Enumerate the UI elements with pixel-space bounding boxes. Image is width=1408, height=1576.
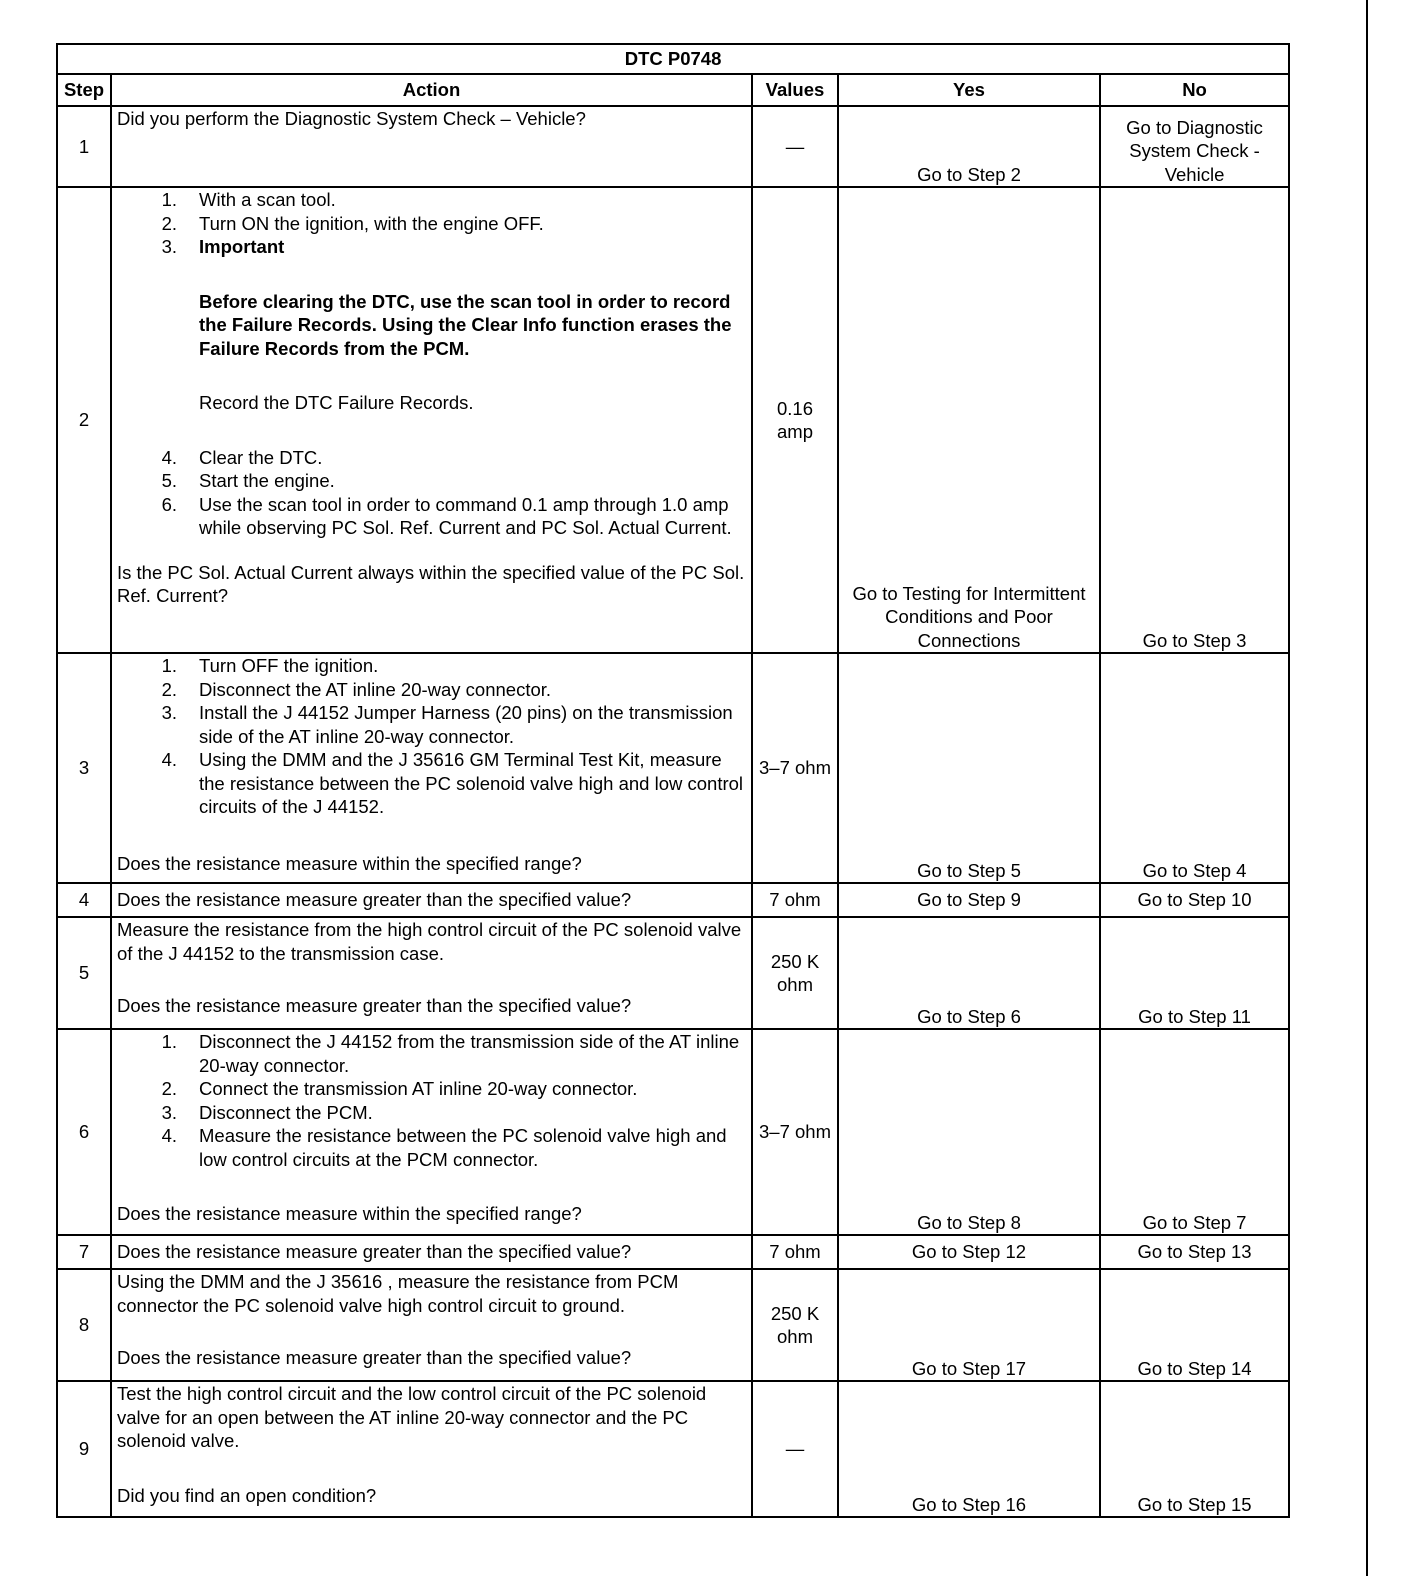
table-title: DTC P0748 xyxy=(57,44,1289,74)
item-text: Connect the transmission AT inline 20-way connector. xyxy=(199,1078,638,1099)
no-cell: Go to Step 4 xyxy=(1100,653,1289,883)
value-cell: 7 ohm xyxy=(752,883,838,917)
no-cell: Go to Step 15 xyxy=(1100,1381,1289,1517)
list-item xyxy=(117,1124,746,1171)
item-number: 2. xyxy=(161,678,177,700)
title-row xyxy=(57,44,1289,74)
no-cell: Go to Step 13 xyxy=(1100,1235,1289,1269)
list-item xyxy=(117,212,746,236)
list-item xyxy=(117,678,746,702)
item-number: 2. xyxy=(161,1078,177,1099)
table-row xyxy=(57,106,1289,187)
page-edge-rule xyxy=(1366,0,1368,1576)
action-list xyxy=(117,654,746,819)
table-row xyxy=(57,1269,1289,1381)
action-question: Does the resistance measure greater than the specified value? xyxy=(111,883,752,917)
item-text: Using the DMM and the J 35616 GM Terminal Test Kit, measure the resistance between the PC solenoid valve high and low control circuits of the J 44152. xyxy=(199,749,744,817)
no-cell: Go to Step 11 xyxy=(1100,917,1289,1029)
yes-cell: Go to Step 5 xyxy=(838,653,1100,883)
action-question: Does the resistance measure greater than the specified value? xyxy=(111,1235,752,1269)
header-action: Action xyxy=(111,74,752,106)
no-cell: Go to Step 3 xyxy=(1100,187,1289,653)
step-number: 9 xyxy=(57,1381,111,1517)
list-item xyxy=(117,748,746,819)
yes-cell: Go to Step 17 xyxy=(838,1269,1100,1381)
yes-cell: Go to Step 8 xyxy=(838,1029,1100,1235)
no-cell: Go to Step 7 xyxy=(1100,1029,1289,1235)
step-number: 4 xyxy=(57,883,111,917)
list-item xyxy=(117,701,746,748)
list-item xyxy=(117,1101,746,1125)
value-cell: 3–7 ohm xyxy=(752,653,838,883)
step-number: 2 xyxy=(57,187,111,653)
item-text: With a scan tool. xyxy=(199,189,336,210)
value-cell: 250 K ohm xyxy=(752,917,838,1029)
list-item xyxy=(117,188,746,212)
step-number: 8 xyxy=(57,1269,111,1381)
item-text: Disconnect the PCM. xyxy=(199,1101,373,1123)
item-number: 2. xyxy=(161,212,177,234)
value-cell: — xyxy=(752,1381,838,1517)
table-row xyxy=(57,1029,1289,1235)
yes-cell: Go to Step 6 xyxy=(838,917,1100,1029)
action-text: Test the high control circuit and the low control circuit of the PC solenoid valve for an open between the AT inline 20-way connector and the PC solenoid valve. xyxy=(117,1383,707,1451)
list-item xyxy=(117,654,746,678)
item-number: 4. xyxy=(161,446,177,468)
no-cell: Go to Diagnostic System Check - Vehicle xyxy=(1100,106,1289,187)
item-text: Use the scan tool in order to command 0.1 amp through 1.0 amp while observing PC Sol. Ref. Current and PC Sol. Actual Current. xyxy=(199,493,732,538)
item-number: 1. xyxy=(161,189,177,210)
header-step: Step xyxy=(57,74,111,106)
item-text: Disconnect the AT inline 20-way connector. xyxy=(199,678,552,700)
action-cell xyxy=(111,653,752,883)
value-cell: — xyxy=(752,106,838,187)
item-text: Start the engine. xyxy=(199,470,335,491)
step-number: 6 xyxy=(57,1029,111,1235)
record-note: Record the DTC Failure Records. xyxy=(199,392,474,413)
action-cell xyxy=(111,1029,752,1235)
list-item xyxy=(117,1077,746,1101)
action-question: Does the resistance measure greater than the specified value? xyxy=(117,1347,632,1368)
item-number: 1. xyxy=(161,655,177,676)
item-number: 6. xyxy=(161,493,177,515)
action-question: Does the resistance measure greater than the specified value? xyxy=(117,995,632,1016)
list-item xyxy=(117,469,746,493)
action-cell xyxy=(111,1269,752,1381)
action-cell xyxy=(111,106,752,187)
step-number: 3 xyxy=(57,653,111,883)
yes-cell: Go to Step 12 xyxy=(838,1235,1100,1269)
action-list xyxy=(117,1030,746,1171)
yes-cell: Go to Testing for Intermittent Conditions and Poor Connections xyxy=(838,187,1100,653)
item-number: 3. xyxy=(161,236,177,257)
item-text: Turn OFF the ignition. xyxy=(199,655,379,676)
list-item xyxy=(117,446,746,470)
value-cell: 7 ohm xyxy=(752,1235,838,1269)
item-number: 3. xyxy=(161,702,177,723)
item-text: Install the J 44152 Jumper Harness (20 pins) on the transmission side of the AT inline 20-way connector. xyxy=(199,702,733,747)
list-item xyxy=(117,1030,746,1077)
action-cell xyxy=(111,187,752,653)
step-number: 1 xyxy=(57,106,111,187)
no-cell: Go to Step 10 xyxy=(1100,883,1289,917)
no-cell: Go to Step 14 xyxy=(1100,1269,1289,1381)
header-values: Values xyxy=(752,74,838,106)
action-question: Does the resistance measure within the specified range? xyxy=(117,852,582,874)
value-cell: 250 K ohm xyxy=(752,1269,838,1381)
table-row xyxy=(57,1235,1289,1269)
item-number: 4. xyxy=(161,749,177,770)
table-row xyxy=(57,1381,1289,1517)
important-note: Before clearing the DTC, use the scan tool in order to record the Failure Records. Using the Clear Info function erases the Failure Records from the PCM. xyxy=(199,290,732,359)
item-text: Turn ON the ignition, with the engine OFF. xyxy=(199,212,544,234)
table-row xyxy=(57,653,1289,883)
item-text: Measure the resistance between the PC solenoid valve high and low control circuits at the PCM connector. xyxy=(199,1125,727,1170)
item-number: 5. xyxy=(161,470,177,491)
step-number: 7 xyxy=(57,1235,111,1269)
yes-cell: Go to Step 16 xyxy=(838,1381,1100,1517)
action-cell xyxy=(111,917,752,1029)
action-question: Is the PC Sol. Actual Current always within the specified value of the PC Sol. Ref. Current? xyxy=(117,561,745,606)
list-item xyxy=(117,493,746,540)
table-row xyxy=(57,187,1289,653)
list-item xyxy=(117,235,746,259)
table-row xyxy=(57,917,1289,1029)
value-cell: 0.16 amp xyxy=(752,187,838,653)
action-question: Does the resistance measure within the specified range? xyxy=(117,1203,582,1224)
header-no: No xyxy=(1100,74,1289,106)
action-list xyxy=(117,188,746,259)
table-row xyxy=(57,883,1289,917)
action-question: Did you find an open condition? xyxy=(117,1484,377,1506)
action-question: Did you perform the Diagnostic System Check – Vehicle? xyxy=(117,108,586,129)
action-cell xyxy=(111,1381,752,1517)
step-number: 5 xyxy=(57,917,111,1029)
header-row xyxy=(57,74,1289,106)
item-text: Clear the DTC. xyxy=(199,446,323,468)
action-list xyxy=(117,446,746,540)
item-number: 4. xyxy=(161,1125,177,1146)
value-cell: 3–7 ohm xyxy=(752,1029,838,1235)
item-text: Disconnect the J 44152 from the transmission side of the AT inline 20-way connector. xyxy=(199,1031,740,1076)
yes-cell: Go to Step 9 xyxy=(838,883,1100,917)
dtc-table xyxy=(56,43,1290,1518)
item-number: 1. xyxy=(161,1031,177,1052)
yes-cell: Go to Step 2 xyxy=(838,106,1100,187)
important-label: Important xyxy=(199,236,285,257)
item-number: 3. xyxy=(161,1101,177,1123)
header-yes: Yes xyxy=(838,74,1100,106)
action-text: Measure the resistance from the high control circuit of the PC solenoid valve of the J 44152 to the transmission case. xyxy=(117,919,742,964)
action-text: Using the DMM and the J 35616 , measure the resistance from PCM connector the PC solenoid valve high control circuit to ground. xyxy=(117,1271,679,1316)
